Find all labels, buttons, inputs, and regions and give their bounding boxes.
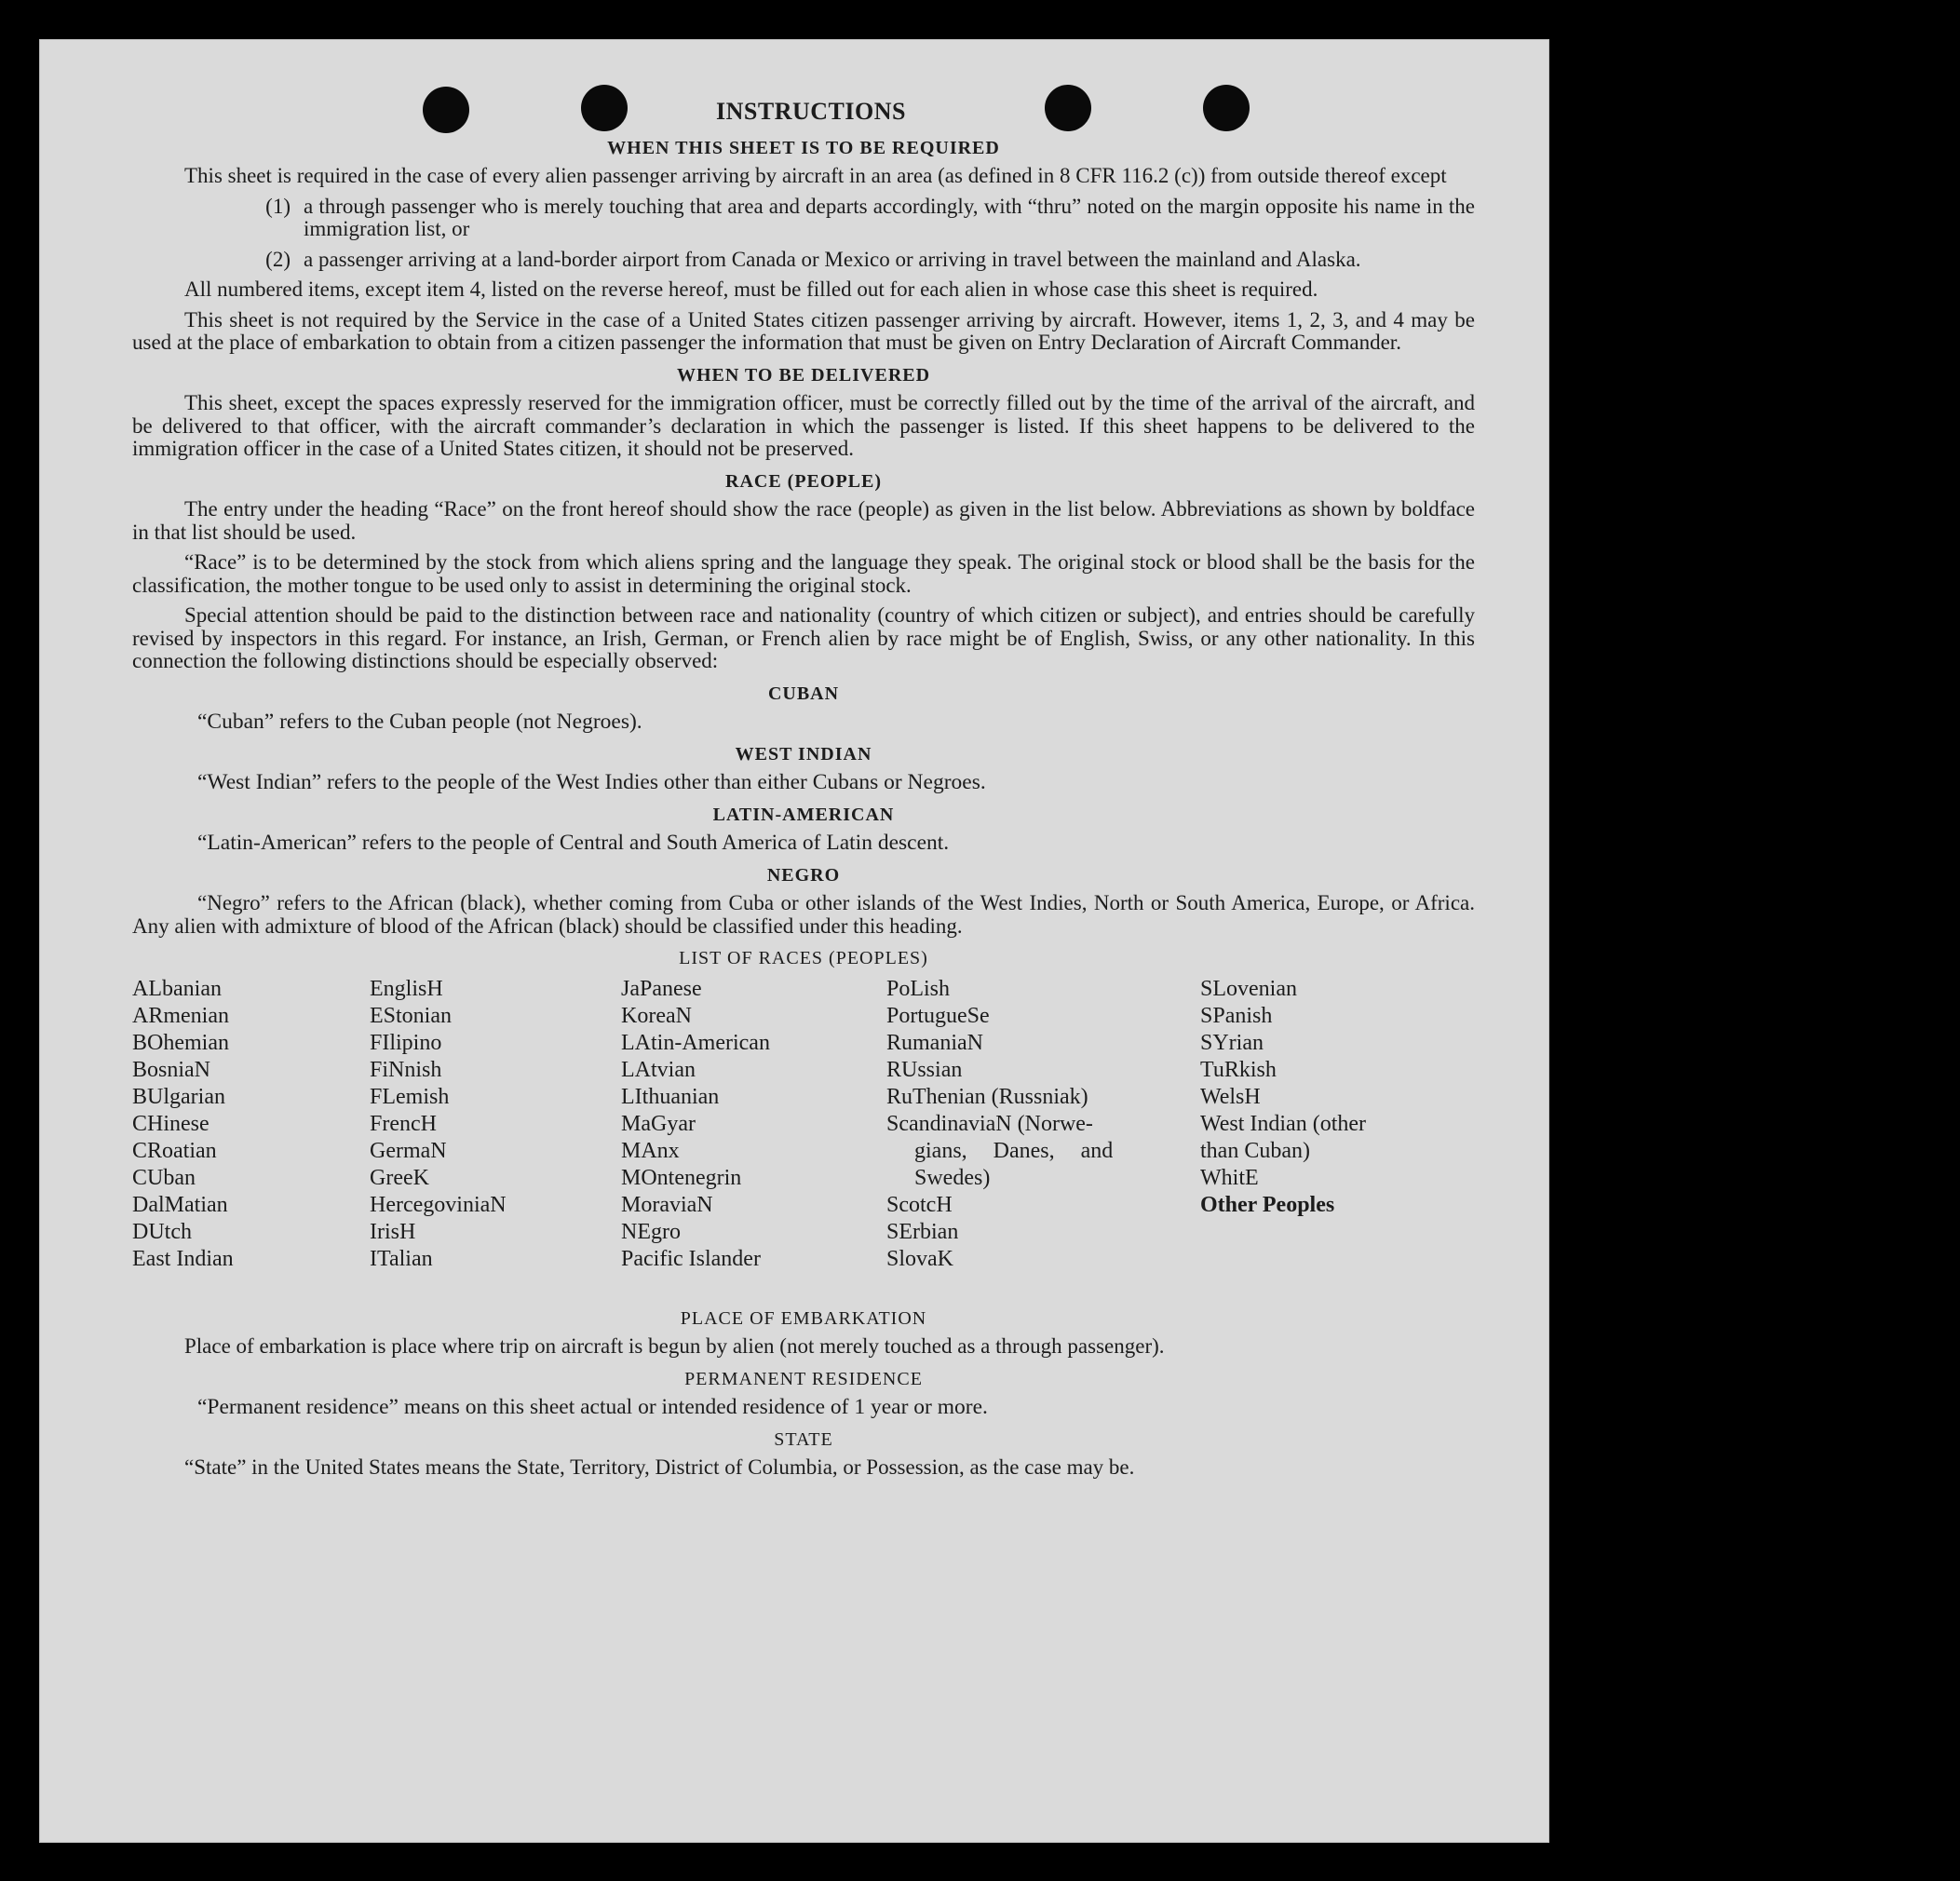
section-heading: WEST INDIAN xyxy=(735,743,872,765)
document-sheet xyxy=(39,39,1549,1843)
race-entry: West Indian (other xyxy=(1200,1111,1367,1136)
race-entry: gians, Danes, and xyxy=(914,1138,1114,1163)
section-heading: WHEN TO BE DELIVERED xyxy=(676,364,931,386)
race-entry: East Indian xyxy=(132,1246,234,1271)
paragraph: This sheet, except the spaces expressly reserved for the immigration officer, must be correctly filled out by the time of the arrival of the aircraft, and be delivered to that officer, with the aircraft commander’s declaration in which the passenger is listed. If this sheet happens to be delivered to the immigration officer in the case of a United States citizen, it should not be preserved. xyxy=(132,391,1475,460)
race-entry: MOntenegrin xyxy=(621,1165,742,1190)
race-entry: LAtin-American xyxy=(621,1030,770,1055)
race-entry: DUtch xyxy=(132,1219,192,1244)
race-entry: than Cuban) xyxy=(1200,1138,1310,1163)
race-entry: NEgro xyxy=(621,1219,681,1244)
page-title: INSTRUCTIONS xyxy=(716,98,906,125)
paragraph: This sheet is not required by the Service in the case of a United States citizen passenger arriving by aircraft. However, items 1, 2, 3, and 4 may be used at the place of embarkation to obtain from a citizen passenger the information that must be given on Entry Declaration of Aircraft Commander. xyxy=(132,307,1475,354)
race-entry: RUssian xyxy=(886,1057,963,1082)
race-entry: EStonian xyxy=(370,1003,452,1028)
race-entry: FLemish xyxy=(370,1084,450,1109)
race-entry: RuThenian (Russniak) xyxy=(886,1084,1088,1109)
race-entry: FIlipino xyxy=(370,1030,442,1055)
item-number: (1) xyxy=(265,194,291,218)
races-column xyxy=(1200,976,1366,1219)
paragraph: Special attention should be paid to the distinction between race and nationality (country of which citizen or subject), and entries should be carefully revised by inspectors in this regard. For instance, an Irish, German, or French alien by race might be of English, Swiss, or any other nationality. In this connection the following distinctions should be especially observed: xyxy=(132,603,1475,672)
paragraph: The entry under the heading “Race” on the front hereof should show the race (people) as given in the list below. Abbreviations as shown by boldface in that list should be used. xyxy=(132,497,1475,544)
section-heading: RACE (PEOPLE) xyxy=(725,470,882,492)
race-entry: GermaN xyxy=(370,1138,447,1163)
race-entry: Pacific Islander xyxy=(621,1246,761,1271)
race-entry: Other Peoples xyxy=(1200,1192,1335,1217)
race-entry: CUban xyxy=(132,1165,196,1190)
paragraph: All numbered items, except item 4, listed on the reverse hereof, must be filled out for each alien in whose case this sheet is required. xyxy=(184,277,1318,301)
race-entry: SPanish xyxy=(1200,1003,1273,1028)
race-entry: WhitE xyxy=(1200,1165,1259,1190)
race-entry: SYrian xyxy=(1200,1030,1264,1055)
list-item xyxy=(132,196,1475,241)
race-entry: WelsH xyxy=(1200,1084,1261,1109)
paragraph: “State” in the United States means the State, Territory, District of Columbia, or Possession, as the case may be. xyxy=(184,1455,1135,1479)
section-heading: LATIN-AMERICAN xyxy=(712,804,895,825)
race-entry: Swedes) xyxy=(914,1165,991,1190)
item-number: (2) xyxy=(265,247,291,271)
race-entry: IrisH xyxy=(370,1219,416,1244)
race-entry: ARmenian xyxy=(132,1003,229,1028)
race-entry: TuRkish xyxy=(1200,1057,1277,1082)
race-entry: HercegoviniaN xyxy=(370,1192,507,1217)
race-entry: BosniaN xyxy=(132,1057,210,1082)
race-entry: MAnx xyxy=(621,1138,680,1163)
section-heading: CUBAN xyxy=(767,683,840,704)
item-text: a passenger arriving at a land-border airport from Canada or Mexico or arriving in travel between the mainland and Alaska. xyxy=(304,247,1361,271)
races-column xyxy=(621,976,770,1273)
race-entry: LIthuanian xyxy=(621,1084,720,1109)
race-entry: ScandinaviaN (Norwe- xyxy=(886,1111,1093,1136)
race-entry: FrencH xyxy=(370,1111,437,1136)
instructions-body xyxy=(132,98,1475,1487)
race-entry: DalMatian xyxy=(132,1192,228,1217)
definition: “Cuban” refers to the Cuban people (not Negroes). xyxy=(197,710,642,734)
section-heading: PERMANENT RESIDENCE xyxy=(684,1368,923,1389)
section-heading: PLACE OF EMBARKATION xyxy=(680,1307,927,1329)
section-heading: NEGRO xyxy=(766,864,841,886)
paragraph: “Negro” refers to the African (black), whether coming from Cuba or other islands of the West Indies, North or South America, Europe, or Africa. Any alien with admixture of blood of the African (black) should be classified under this heading. xyxy=(132,891,1475,938)
definition: “Permanent residence” means on this sheet actual or intended residence of 1 year or more. xyxy=(197,1395,988,1419)
race-entry: SErbian xyxy=(886,1219,959,1244)
races-column xyxy=(132,976,234,1273)
race-entry: PortugueSe xyxy=(886,1003,990,1028)
definition: “Latin-American” refers to the people of Central and South America of Latin descent. xyxy=(197,831,950,855)
definition: “West Indian” refers to the people of the West Indies other than either Cubans or Negroes. xyxy=(197,770,986,794)
race-entry: CHinese xyxy=(132,1111,210,1136)
list-item xyxy=(132,249,1475,272)
item-text: a through passenger who is merely touching that area and departs accordingly, with “thru” noted on the margin opposite his name in the immigration list, or xyxy=(304,194,1475,240)
section-heading: LIST OF RACES (PEOPLES) xyxy=(679,948,928,968)
race-entry: PoLish xyxy=(886,976,951,1001)
section-heading: STATE xyxy=(774,1428,833,1450)
race-entry: RumaniaN xyxy=(886,1030,983,1055)
race-entry: MaGyar xyxy=(621,1111,696,1136)
race-entry: JaPanese xyxy=(621,976,702,1001)
races-column xyxy=(886,976,1113,1273)
section-heading: WHEN THIS SHEET IS TO BE REQUIRED xyxy=(607,137,1000,158)
races-list xyxy=(132,976,1475,1298)
paragraph: Place of embarkation is place where trip on aircraft is begun by alien (not merely touched as a through passenger). xyxy=(184,1334,1165,1358)
race-entry: LAtvian xyxy=(621,1057,696,1082)
race-entry: ScotcH xyxy=(886,1192,953,1217)
paragraph: This sheet is required in the case of every alien passenger arriving by aircraft in an area (as defined in 8 CFR 116.2 (c)) from outside thereof except xyxy=(184,164,1447,187)
race-entry: ALbanian xyxy=(132,976,222,1001)
race-entry: EnglisH xyxy=(370,976,443,1001)
race-entry: BUlgarian xyxy=(132,1084,225,1109)
race-entry: KoreaN xyxy=(621,1003,692,1028)
race-entry: SlovaK xyxy=(886,1246,953,1271)
race-entry: SLovenian xyxy=(1200,976,1297,1001)
race-entry: GreeK xyxy=(370,1165,429,1190)
paragraph: “Race” is to be determined by the stock from which aliens spring and the language they speak. The original stock or blood shall be the basis for the classification, the mother tongue to be used only to assist in determining the original stock. xyxy=(132,550,1475,597)
races-column xyxy=(370,976,507,1273)
race-entry: ITalian xyxy=(370,1246,433,1271)
race-entry: CRoatian xyxy=(132,1138,217,1163)
race-entry: FiNnish xyxy=(370,1057,442,1082)
race-entry: BOhemian xyxy=(132,1030,229,1055)
race-entry: MoraviaN xyxy=(621,1192,713,1217)
